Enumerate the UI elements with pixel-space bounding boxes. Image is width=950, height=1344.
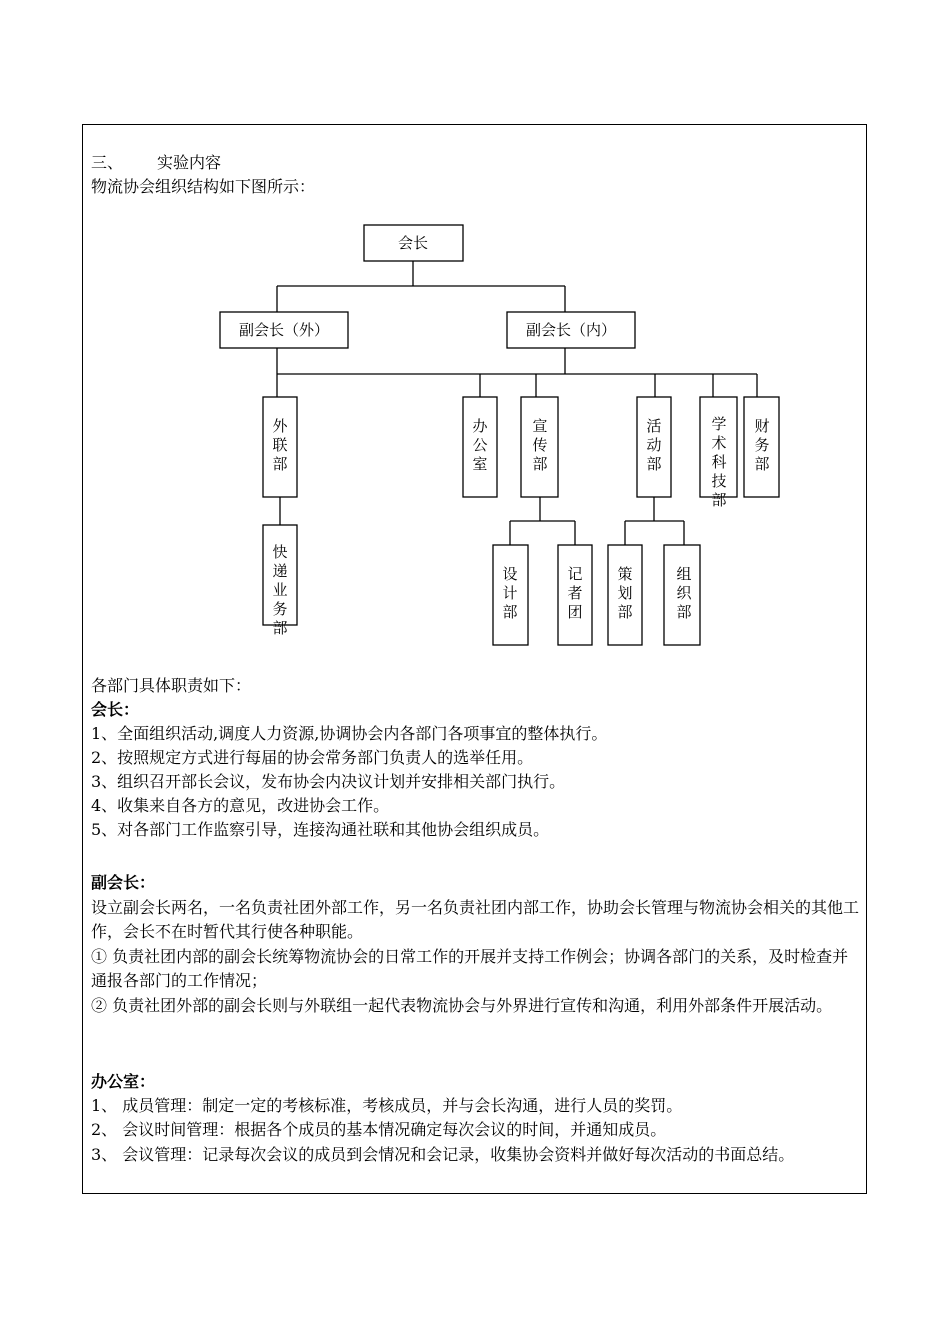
org-label-president: 会长 (397, 234, 429, 252)
org-label-vp-external: 副会长（外） (238, 321, 330, 339)
vp-paragraph: 设立副会长两名，一名负责社团外部工作，另一名负责社团内部工作，协助会长管理与物流协会相关的其他工作，会长不在时暂代其行使各种职能。 (91, 898, 860, 941)
vp-heading: 副会长： (91, 873, 156, 892)
org-label-express: 快递业务部 (272, 543, 288, 637)
org-label-finance: 财务部 (754, 417, 770, 473)
section-number: 三、 (91, 153, 124, 172)
vp-paragraph: ① 负责社团内部的副会长统筹物流协会的日常工作的开展并支持工作例会；协调各部门的关系，及时检查并通报各部门的工作情况； (91, 947, 849, 990)
intro-text: 物流协会组织结构如下图所示： (91, 177, 316, 196)
vp-paragraph: ② 负责社团外部的副会长则与外联组一起代表物流协会与外界进行宣传和沟通，利用外部条件开展活动。 (91, 996, 833, 1015)
org-chart-connectors (277, 261, 757, 545)
org-label-external-dept: 外联部 (272, 417, 288, 473)
president-item: 4、收集来自各方的意见，改进协会工作。 (91, 796, 390, 815)
org-label-office: 办公室 (472, 417, 488, 473)
org-label-academic: 学术科技部 (711, 415, 727, 509)
office-item: 3、 会议管理：记录每次会议的成员到会情况和会记录，收集协会资料并做好每次活动的书面总结。 (91, 1145, 795, 1164)
org-label-publicity: 宣传部 (532, 417, 548, 473)
org-label-reporters: 记者团 (567, 565, 583, 621)
duties-intro: 各部门具体职责如下： (91, 676, 252, 695)
office-heading: 办公室： (91, 1072, 156, 1091)
org-node-president (364, 225, 463, 261)
president-item: 5、对各部门工作监察引导，连接沟通社联和其他协会组织成员。 (91, 820, 550, 839)
president-item: 1、全面组织活动,调度人力资源,协调协会内各部门各项事宜的整体执行。 (91, 724, 608, 743)
president-heading: 会长： (91, 700, 140, 719)
org-label-design: 设计部 (502, 565, 518, 621)
org-label-organization: 组织部 (676, 565, 692, 621)
org-label-planning: 策划部 (617, 565, 633, 621)
section-title: 实验内容 (157, 153, 222, 172)
org-label-activities: 活动部 (646, 417, 662, 473)
office-item: 1、 成员管理：制定一定的考核标准，考核成员，并与会长沟通，进行人员的奖罚。 (91, 1096, 683, 1115)
org-label-vp-internal: 副会长（内） (525, 321, 617, 339)
president-item: 3、组织召开部长会议，发布协会内决议计划并安排相关部门执行。 (91, 772, 566, 791)
org-node-vp-internal (507, 312, 635, 348)
office-item: 2、 会议时间管理：根据各个成员的基本情况确定每次会议的时间，并通知成员。 (91, 1120, 667, 1139)
president-item: 2、按照规定方式进行每届的协会常务部门负责人的选举任用。 (91, 748, 534, 767)
org-node-vp-external (220, 312, 348, 348)
